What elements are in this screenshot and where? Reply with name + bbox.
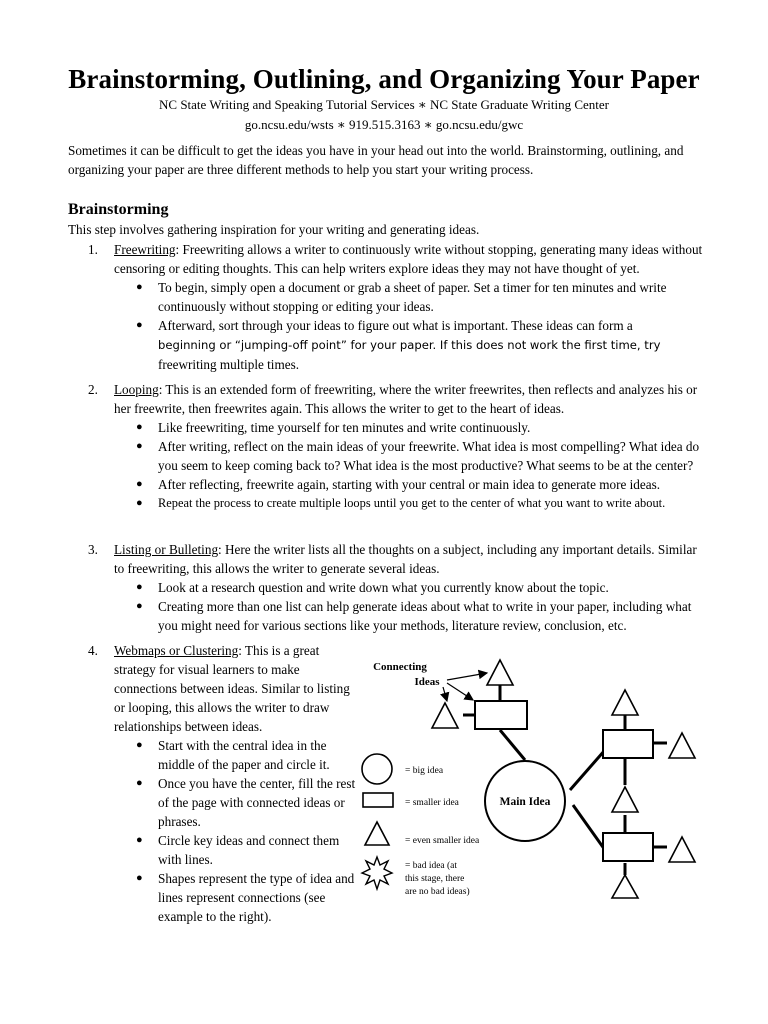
- bullet-item: [136, 736, 358, 774]
- bullet-text: Repeat the process to create multiple loops until you get to the center of what you want to write about.: [158, 496, 666, 510]
- bullet-item: [136, 869, 358, 926]
- page-title: Brainstorming, Outlining, and Organizing Your Paper: [68, 64, 700, 94]
- triangle-shape: [432, 703, 458, 728]
- bullet-item: [136, 418, 708, 437]
- triangle-shape: [487, 660, 513, 685]
- item-text: : Freewriting allows a writer to continuously write without stopping, generating many ideas without censoring or editing thoughts. This can help writers explore ideas they may not have thought of yet.: [114, 242, 703, 276]
- bullet-text: To begin, simply open a document or grab a sheet of paper. Set a timer for ten minutes and write continuously without stopping or editing your ideas.: [158, 280, 667, 314]
- bullet-dot: ●: [136, 497, 143, 509]
- legend-bad-idea-line2: this stage, there: [405, 874, 465, 884]
- bullet-item: [136, 597, 708, 635]
- rectangle-shape: [603, 833, 653, 861]
- rectangle-shape: [603, 730, 653, 758]
- bullet-dot: ●: [136, 281, 143, 293]
- bullet-text: freewriting multiple times.: [158, 357, 299, 372]
- bullet-dot: ●: [136, 834, 143, 846]
- item-number: 2.: [88, 382, 98, 397]
- bullet-text: Afterward, sort through your ideas to figure out what is important. These ideas can form a: [158, 318, 633, 333]
- legend-big-idea: = big idea: [405, 766, 444, 776]
- item-number: 3.: [88, 542, 98, 557]
- legend-bad-idea-line1: = bad idea (at: [405, 861, 458, 871]
- bullet-item: [136, 831, 358, 869]
- triangle-shape: [612, 787, 638, 812]
- triangle-shape: [612, 875, 638, 898]
- bullet-item: [136, 774, 358, 831]
- term-looping: Looping: [114, 382, 159, 397]
- bullet-text: Start with the central idea in the middle of the paper and circle it.: [158, 738, 330, 772]
- term-webmaps: Webmaps or Clustering: [114, 643, 239, 658]
- webmap-diagram: [355, 655, 700, 915]
- item-number: 4.: [88, 643, 98, 658]
- item-number: 1.: [88, 242, 98, 257]
- bullet-dot: ●: [136, 739, 143, 751]
- intro-paragraph: Sometimes it can be difficult to get the ideas you have in your head out into the world. Brainstorming, outlining, and organizing your paper are three different methods to help you start your writing process.: [68, 143, 684, 177]
- term-freewriting: Freewriting: [114, 242, 176, 257]
- connecting-arrows: [443, 673, 487, 701]
- bullet-dot: ●: [136, 440, 143, 452]
- bullet-item: [136, 475, 708, 494]
- triangle-shape: [669, 837, 695, 862]
- legend-bad-idea-line3: are no bad ideas): [405, 887, 470, 897]
- list-item-listing: [68, 540, 708, 635]
- bullet-item: [136, 578, 708, 597]
- legend-circle-icon: [362, 754, 392, 784]
- list-item-webmaps: [68, 641, 358, 926]
- legend-triangle-icon: [365, 822, 389, 845]
- item-text: : This is an extended form of freewriting, where the writer freewrites, then reflects and analyzes his or her freewrite, then freewrites again. This allows the writer to get to the heart of ideas.: [114, 382, 698, 416]
- triangle-shape: [612, 690, 638, 715]
- bullet-dot: ●: [136, 581, 143, 593]
- legend-rectangle-icon: [363, 793, 393, 807]
- bullet-text-sans: beginning or “jumping-off point” for your paper. If this does not work the first time, try: [158, 338, 661, 352]
- bullet-text: Creating more than one list can help generate ideas about what to write in your paper, including what you might need for various sections like your methods, literature review, conclusion, etc.: [158, 599, 692, 633]
- bullet-dot: ●: [136, 777, 143, 789]
- bullet-text: After writing, reflect on the main ideas of your freewrite. What idea is most compelling? What idea do you seem to keep coming back to? What idea is the most productive? What seems to be at the center?: [158, 439, 700, 473]
- bullet-item: [136, 278, 708, 316]
- bullet-dot: ●: [136, 872, 143, 884]
- bullet-item: [136, 316, 708, 374]
- term-listing: Listing or Bulleting: [114, 542, 219, 557]
- bullet-item: [136, 494, 708, 513]
- main-idea-label: Main Idea: [499, 796, 551, 808]
- bullet-text: After reflecting, freewrite again, starting with your central or main idea to generate more ideas.: [158, 477, 661, 492]
- item-text: : Here the writer lists all the thoughts on a subject, including any important details. Similar to freewriting, this allows the writer to generate several ideas.: [114, 542, 697, 576]
- bullet-dot: ●: [136, 600, 143, 612]
- diagram-label-ideas: Ideas: [414, 676, 440, 688]
- bullet-dot: ●: [136, 319, 143, 331]
- diagram-label-connecting: Connecting: [373, 661, 427, 673]
- triangle-shape: [669, 733, 695, 758]
- list-item-freewriting: [68, 240, 708, 374]
- bullet-dot: ●: [136, 421, 143, 433]
- bullet-text: Look at a research question and write down what you currently know about the topic.: [158, 580, 609, 595]
- legend-even-smaller-idea: = even smaller idea: [405, 836, 480, 846]
- list-item-looping: [68, 380, 708, 513]
- rectangle-shape: [475, 701, 527, 729]
- legend-starburst-icon: [362, 857, 392, 889]
- bullet-text: Shapes represent the type of idea and lines represent connections (see example to the right).: [158, 871, 355, 924]
- item-text: : This is a great strategy for visual learners to make connections between ideas. Similar to listing or looping, this allows the writer to draw relationships between ideas.: [114, 643, 350, 734]
- subtitle-contact: go.ncsu.edu/wsts ∗ 919.515.3163 ∗ go.ncsu.edu/gwc: [244, 117, 524, 132]
- subtitle-organizations: NC State Writing and Speaking Tutorial Services ∗ NC State Graduate Writing Center: [159, 97, 609, 112]
- bullet-text: Once you have the center, fill the rest of the page with connected ideas or phrases.: [158, 776, 356, 829]
- legend-smaller-idea: = smaller idea: [405, 798, 459, 808]
- section-heading-brainstorming: Brainstorming: [68, 201, 169, 218]
- bullet-dot: ●: [136, 478, 143, 490]
- bullet-item: [136, 437, 708, 475]
- bullet-text: Circle key ideas and connect them with lines.: [158, 833, 340, 867]
- section-lead: This step involves gathering inspiration for your writing and generating ideas.: [68, 222, 480, 237]
- bullet-text: Like freewriting, time yourself for ten minutes and write continuously.: [158, 420, 531, 435]
